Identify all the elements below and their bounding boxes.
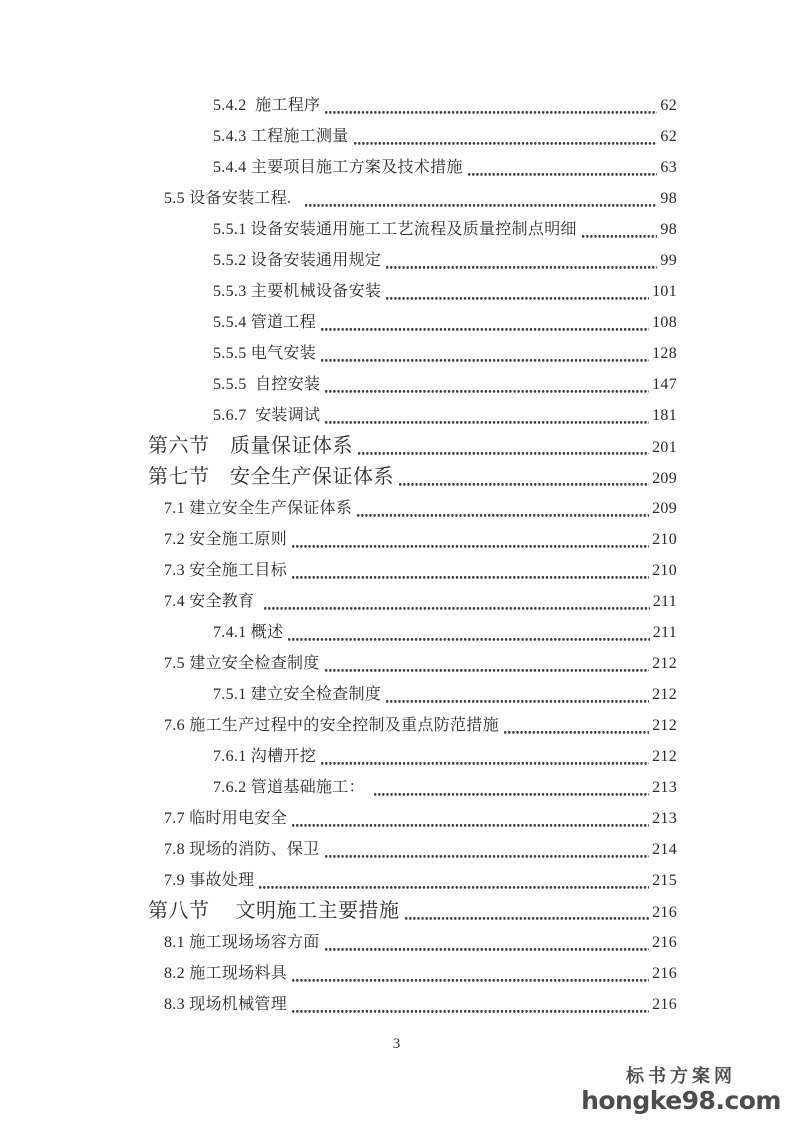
toc-entry-label: 8.3 现场机械管理 <box>164 996 288 1013</box>
toc-entry-label: 第六节 质量保证体系 <box>148 435 353 457</box>
toc-dot-leader <box>264 586 650 617</box>
toc-dot-leader <box>321 338 649 369</box>
toc-entry[interactable] <box>0 245 677 276</box>
toc-entry[interactable] <box>0 276 677 307</box>
toc-entry-label: 8.2 施工现场料具 <box>164 965 288 982</box>
toc-entry-label: 5.5.2 设备安装通用规定 <box>213 252 382 269</box>
toc-entry[interactable] <box>0 896 677 927</box>
toc-dot-leader <box>325 927 649 958</box>
toc-entry-label: 7.1 建立安全生产保证体系 <box>164 500 353 517</box>
toc-entry-page: 181 <box>652 407 677 424</box>
toc-entry-page: 214 <box>652 841 677 858</box>
toc-entry-page: 128 <box>652 345 677 362</box>
toc-dot-leader <box>292 555 649 586</box>
toc-entry-label: 5.5 设备安装工程. <box>164 190 300 207</box>
toc-dot-leader <box>325 648 649 679</box>
toc-entry-page: 99 <box>660 252 677 269</box>
toc-entry[interactable] <box>0 741 677 772</box>
toc-dot-leader <box>504 710 649 741</box>
toc-entry-label: 5.5.1 设备安装通用施工工艺流程及质量控制点明细 <box>213 221 577 238</box>
toc-entry-page: 212 <box>652 717 677 734</box>
toc-dot-leader <box>321 741 649 772</box>
toc-dot-leader <box>288 617 649 648</box>
toc-dot-leader <box>321 307 649 338</box>
toc-entry-label: 7.5 建立安全检查制度 <box>164 655 320 672</box>
toc-entry[interactable] <box>0 400 677 431</box>
toc-entry[interactable] <box>0 958 677 989</box>
toc-entry-label: 5.4.4 主要项目施工方案及技术措施 <box>213 159 463 176</box>
toc-dot-leader <box>305 183 657 214</box>
toc-entry[interactable] <box>0 555 677 586</box>
toc-entry-label: 7.6.2 管道基础施工： <box>213 779 370 796</box>
watermark-site-url: hongke98.com <box>581 1085 781 1115</box>
toc-entry[interactable] <box>0 648 677 679</box>
toc-entry-label: 7.4.1 概述 <box>213 624 284 641</box>
toc-entry-page: 216 <box>652 996 677 1013</box>
toc-entry[interactable] <box>0 679 677 710</box>
toc-entry-label: 7.4 安全教育 <box>164 593 259 610</box>
toc-entry-label: 5.4.3 工程施工测量 <box>213 128 349 145</box>
toc-entry[interactable] <box>0 524 677 555</box>
toc-entry-page: 216 <box>652 934 677 951</box>
toc-entry[interactable] <box>0 989 677 1020</box>
toc-entry-label: 5.5.5 自控安装 <box>213 376 321 393</box>
toc-entry-label: 5.6.7 安装调试 <box>213 407 321 424</box>
toc-entry-page: 63 <box>660 159 677 176</box>
toc-entry-label: 5.4.2 施工程序 <box>213 97 321 114</box>
toc-entry-page: 108 <box>652 314 677 331</box>
toc-entry[interactable] <box>0 90 677 121</box>
toc-list <box>0 90 793 1020</box>
toc-entry[interactable] <box>0 493 677 524</box>
toc-entry-page: 210 <box>652 531 677 548</box>
toc-entry[interactable] <box>0 121 677 152</box>
toc-entry-label: 7.8 现场的消防、保卫 <box>164 841 320 858</box>
toc-entry[interactable] <box>0 586 677 617</box>
toc-dot-leader <box>325 834 649 865</box>
toc-dot-leader <box>386 276 649 307</box>
toc-entry[interactable] <box>0 617 677 648</box>
toc-entry-page: 211 <box>652 593 677 610</box>
toc-dot-leader <box>292 989 649 1020</box>
toc-entry[interactable] <box>0 152 677 183</box>
toc-entry-page: 62 <box>660 128 677 145</box>
toc-dot-leader <box>405 896 650 927</box>
toc-entry-page: 210 <box>652 562 677 579</box>
toc-entry-page: 98 <box>660 190 677 207</box>
toc-dot-leader <box>386 679 649 710</box>
toc-dot-leader <box>468 152 658 183</box>
toc-entry-page: 211 <box>652 624 677 641</box>
toc-entry-page: 216 <box>652 965 677 982</box>
toc-entry[interactable] <box>0 369 677 400</box>
toc-dot-leader <box>292 803 649 834</box>
toc-entry-label: 7.2 安全施工原则 <box>164 531 288 548</box>
toc-dot-leader <box>354 121 658 152</box>
toc-dot-leader <box>399 462 649 493</box>
toc-entry[interactable] <box>0 214 677 245</box>
toc-entry-label: 7.5.1 建立安全检查制度 <box>213 686 382 703</box>
toc-entry-page: 209 <box>652 500 677 517</box>
toc-entry[interactable] <box>0 431 677 462</box>
toc-entry-page: 213 <box>652 779 677 796</box>
toc-entry-page: 209 <box>652 470 677 487</box>
toc-entry-label: 5.5.4 管道工程 <box>213 314 316 331</box>
toc-entry-page: 201 <box>652 439 677 456</box>
toc-entry-label: 7.7 临时用电安全 <box>164 810 288 827</box>
toc-dot-leader <box>292 958 649 989</box>
toc-entry-label: 第八节 文明施工主要措施 <box>148 900 400 922</box>
toc-entry-page: 101 <box>652 283 677 300</box>
toc-entry-page: 212 <box>652 748 677 765</box>
watermark <box>581 1065 781 1115</box>
toc-entry-label: 5.5.3 主要机械设备安装 <box>213 283 382 300</box>
toc-entry-label: 5.5.5 电气安装 <box>213 345 316 362</box>
toc-entry-page: 216 <box>652 904 677 921</box>
toc-entry-label: 8.1 施工现场场容方面 <box>164 934 320 951</box>
toc-entry-label: 7.3 安全施工目标 <box>164 562 288 579</box>
toc-entry-page: 147 <box>652 376 677 393</box>
toc-entry[interactable] <box>0 307 677 338</box>
toc-entry-page: 215 <box>652 872 677 889</box>
toc-entry[interactable] <box>0 338 677 369</box>
toc-dot-leader <box>292 524 649 555</box>
toc-entry-label: 第七节 安全生产保证体系 <box>148 466 394 488</box>
toc-entry[interactable] <box>0 865 677 896</box>
toc-entry[interactable] <box>0 462 677 493</box>
toc-dot-leader <box>325 90 657 121</box>
toc-entry-page: 212 <box>652 655 677 672</box>
toc-dot-leader <box>374 772 649 803</box>
toc-entry-page: 213 <box>652 810 677 827</box>
toc-entry-page: 98 <box>660 221 677 238</box>
toc-entry[interactable] <box>0 183 677 214</box>
toc-dot-leader <box>259 865 649 896</box>
toc-dot-leader <box>325 369 649 400</box>
toc-entry-page: 212 <box>652 686 677 703</box>
toc-dot-leader <box>358 431 649 462</box>
toc-entry[interactable] <box>0 803 677 834</box>
toc-entry[interactable] <box>0 927 677 958</box>
toc-entry-page: 62 <box>660 97 677 114</box>
toc-entry-label: 7.9 事故处理 <box>164 872 255 889</box>
toc-dot-leader <box>325 400 649 431</box>
page-number: 3 <box>392 1036 401 1052</box>
toc-dot-leader <box>386 245 657 276</box>
toc-dot-leader <box>582 214 658 245</box>
toc-dot-leader <box>357 493 649 524</box>
toc-entry[interactable] <box>0 834 677 865</box>
toc-entry-label: 7.6 施工生产过程中的安全控制及重点防范措施 <box>164 717 499 734</box>
toc-entry[interactable] <box>0 710 677 741</box>
toc-entry[interactable] <box>0 772 677 803</box>
toc-entry-label: 7.6.1 沟槽开挖 <box>213 748 316 765</box>
watermark-site-name: 标书方案网 <box>626 1065 737 1087</box>
